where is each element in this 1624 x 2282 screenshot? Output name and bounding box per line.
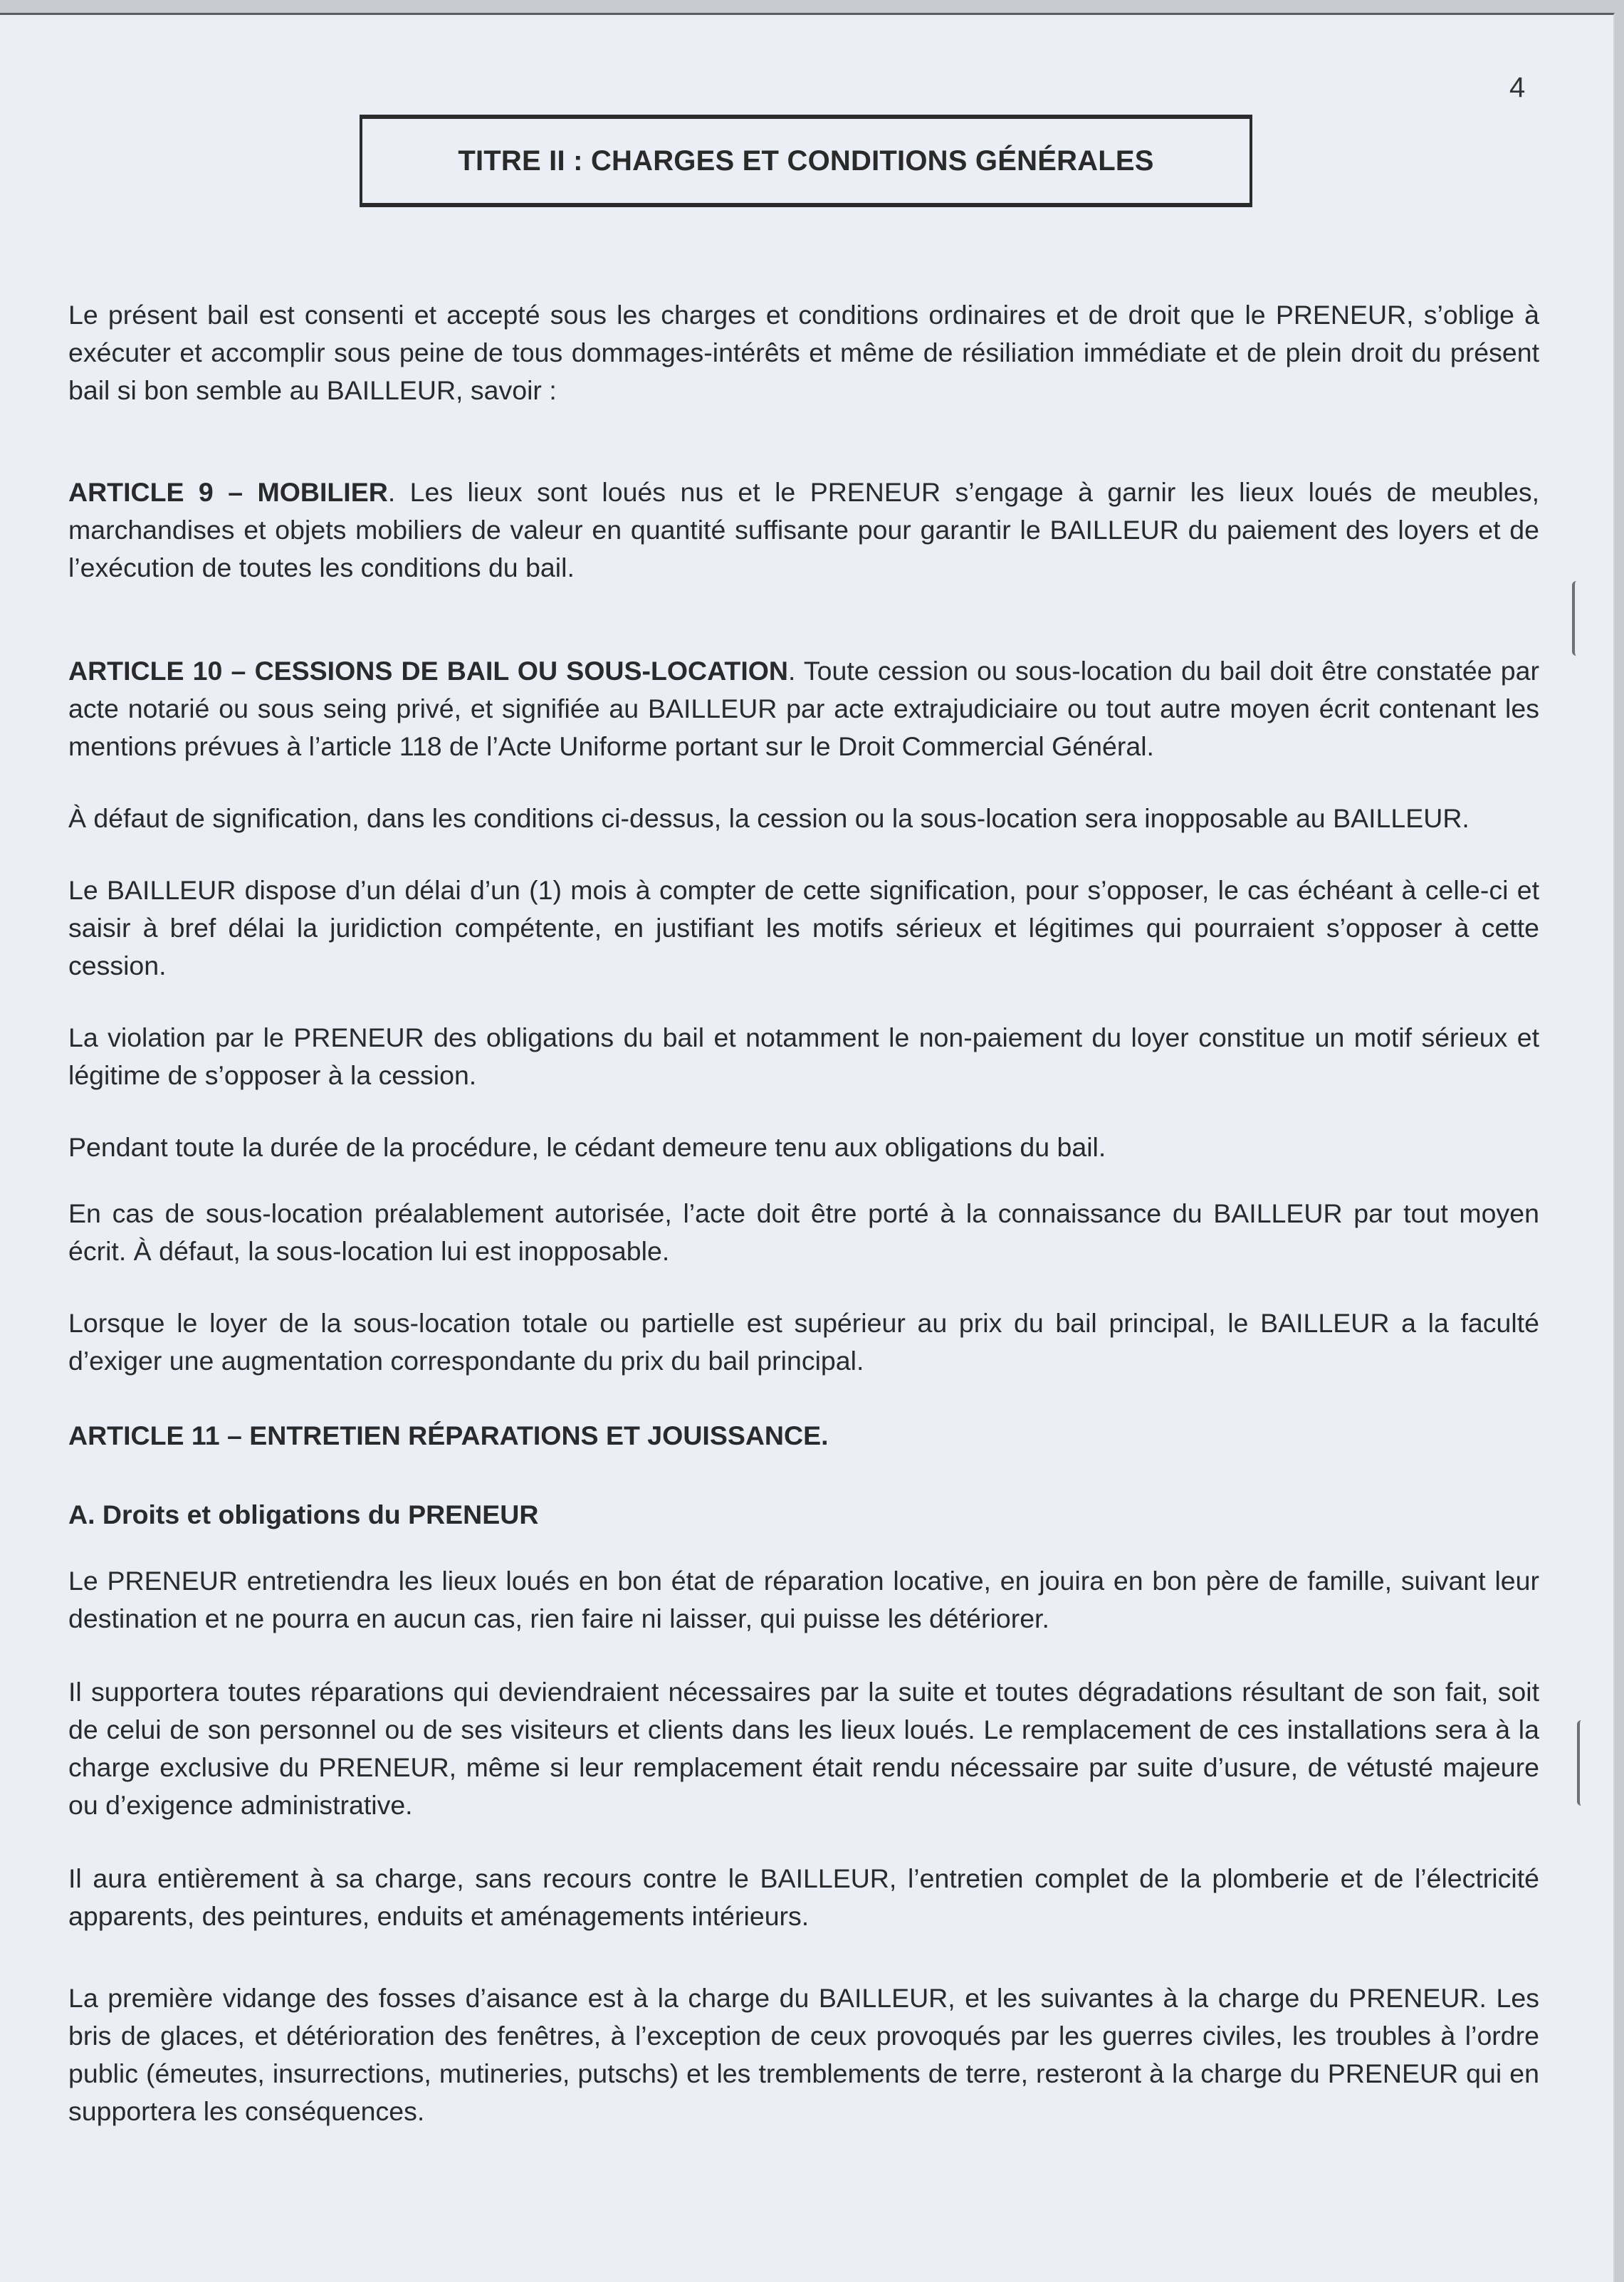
document-page <box>0 13 1615 2282</box>
article-10-paragraph-6: Lorsque le loyer de la sous-location totale ou partielle est supérieur au prix du bail principal, le BAILLEUR a la faculté d’exiger une augmentation correspondante du prix du bail principal. <box>68 1308 1539 1376</box>
page-number: 4 <box>1509 72 1526 103</box>
article-10-heading: ARTICLE 10 – CESSIONS DE BAIL OU SOUS-LOCATION <box>68 656 788 686</box>
staple-mark <box>1572 581 1585 656</box>
intro-paragraph: Le présent bail est consenti et accepté sous les charges et conditions ordinaires et de droit que le PRENEUR, s’oblige à exécuter et accomplir sous peine de tous dommages-intérêts et même de résiliation immédiate et de plein droit du présent bail si bon semble au BAILLEUR, savoir : <box>68 300 1539 405</box>
article-10-paragraph-4: Pendant toute la durée de la procédure, le cédant demeure tenu aux obligations du bail. <box>68 1132 1106 1162</box>
section-title: TITRE II : CHARGES ET CONDITIONS GÉNÉRALES <box>458 145 1154 177</box>
article-11-paragraph-3: Il aura entièrement à sa charge, sans recours contre le BAILLEUR, l’entretien complet de la plomberie et de l’électricité apparents, des peintures, enduits et aménagements intérieurs. <box>68 1863 1539 1931</box>
title-box <box>360 115 1252 207</box>
article-11-paragraph-4: La première vidange des fosses d’aisance est à la charge du BAILLEUR, et les suivantes à la charge du PRENEUR. Les bris de glaces, et détérioration des fenêtres, à l’exception de ceux provoqués par les guerres civiles, les troubles à l’ordre public (émeutes, insurrections, mutineries, putschs) et les tremblements de terre, resteront à la charge du PRENEUR qui en supportera les conséquences. <box>68 1983 1539 2126</box>
article-10-paragraph-3: La violation par le PRENEUR des obligations du bail et notamment le non-paiement du loyer constitue un motif sérieux et légitime de s’opposer à la cession. <box>68 1022 1539 1090</box>
staple-mark <box>1577 1720 1590 1806</box>
article-11-heading: ARTICLE 11 – ENTRETIEN RÉPARATIONS ET JOUISSANCE. <box>68 1420 829 1450</box>
article-10-paragraph <box>68 652 1539 765</box>
article-11-paragraph-1: Le PRENEUR entretiendra les lieux loués en bon état de réparation locative, en jouira en bon père de famille, suivant leur destination et ne pourra en aucun cas, rien faire ni laisser, qui puisse les détériorer. <box>68 1566 1539 1633</box>
article-10-paragraph-2: Le BAILLEUR dispose d’un délai d’un (1) mois à compter de cette signification, pour s’opposer, le cas échéant à celle-ci et saisir à bref délai la juridiction compétente, en justifiant les motifs sérieux et légitimes qui pourraient s’opposer à cette cession. <box>68 875 1539 980</box>
article-9-text: . Les lieux sont loués nus et le PRENEUR s’engage à garnir les lieux loués de meubles, marchandises et objets mobiliers de valeur en quantité suffisante pour garantir le BAILLEUR du paiement des loyers et de l’exécution de toutes les conditions du bail. <box>68 477 1540 582</box>
article-10-paragraph-1: À défaut de signification, dans les conditions ci-dessus, la cession ou la sous-location sera inopposable au BAILLEUR. <box>68 803 1470 833</box>
article-10-text: . Toute cession ou sous-location du bail doit être constatée par acte notarié ou sous seing privé, et signifiée au BAILLEUR par acte extrajudiciaire ou tout autre moyen écrit contenant les mentions prévues à l’article 118 de l’Acte Uniforme portant sur le Droit Commercial Général. <box>68 656 1539 761</box>
article-9-heading: ARTICLE 9 – MOBILIER <box>68 477 388 507</box>
article-9-paragraph <box>68 473 1539 587</box>
document-body <box>68 296 1539 2130</box>
article-11-paragraph-2: Il supportera toutes réparations qui deviendraient nécessaires par la suite et toutes dégradations résultant de son fait, soit de celui de son personnel ou de ses visiteurs et clients dans les lieux loués. Le remplacement de ces installations sera à la charge exclusive du PRENEUR, même si leur remplacement était rendu nécessaire par suite d’usure, de vétusté majeure ou d’exigence administrative. <box>68 1677 1539 1820</box>
article-11-subheading: A. Droits et obligations du PRENEUR <box>68 1499 539 1529</box>
article-10-paragraph-5: En cas de sous-location préalablement autorisée, l’acte doit être porté à la connaissance du BAILLEUR par tout moyen écrit. À défaut, la sous-location lui est inopposable. <box>68 1198 1539 1266</box>
